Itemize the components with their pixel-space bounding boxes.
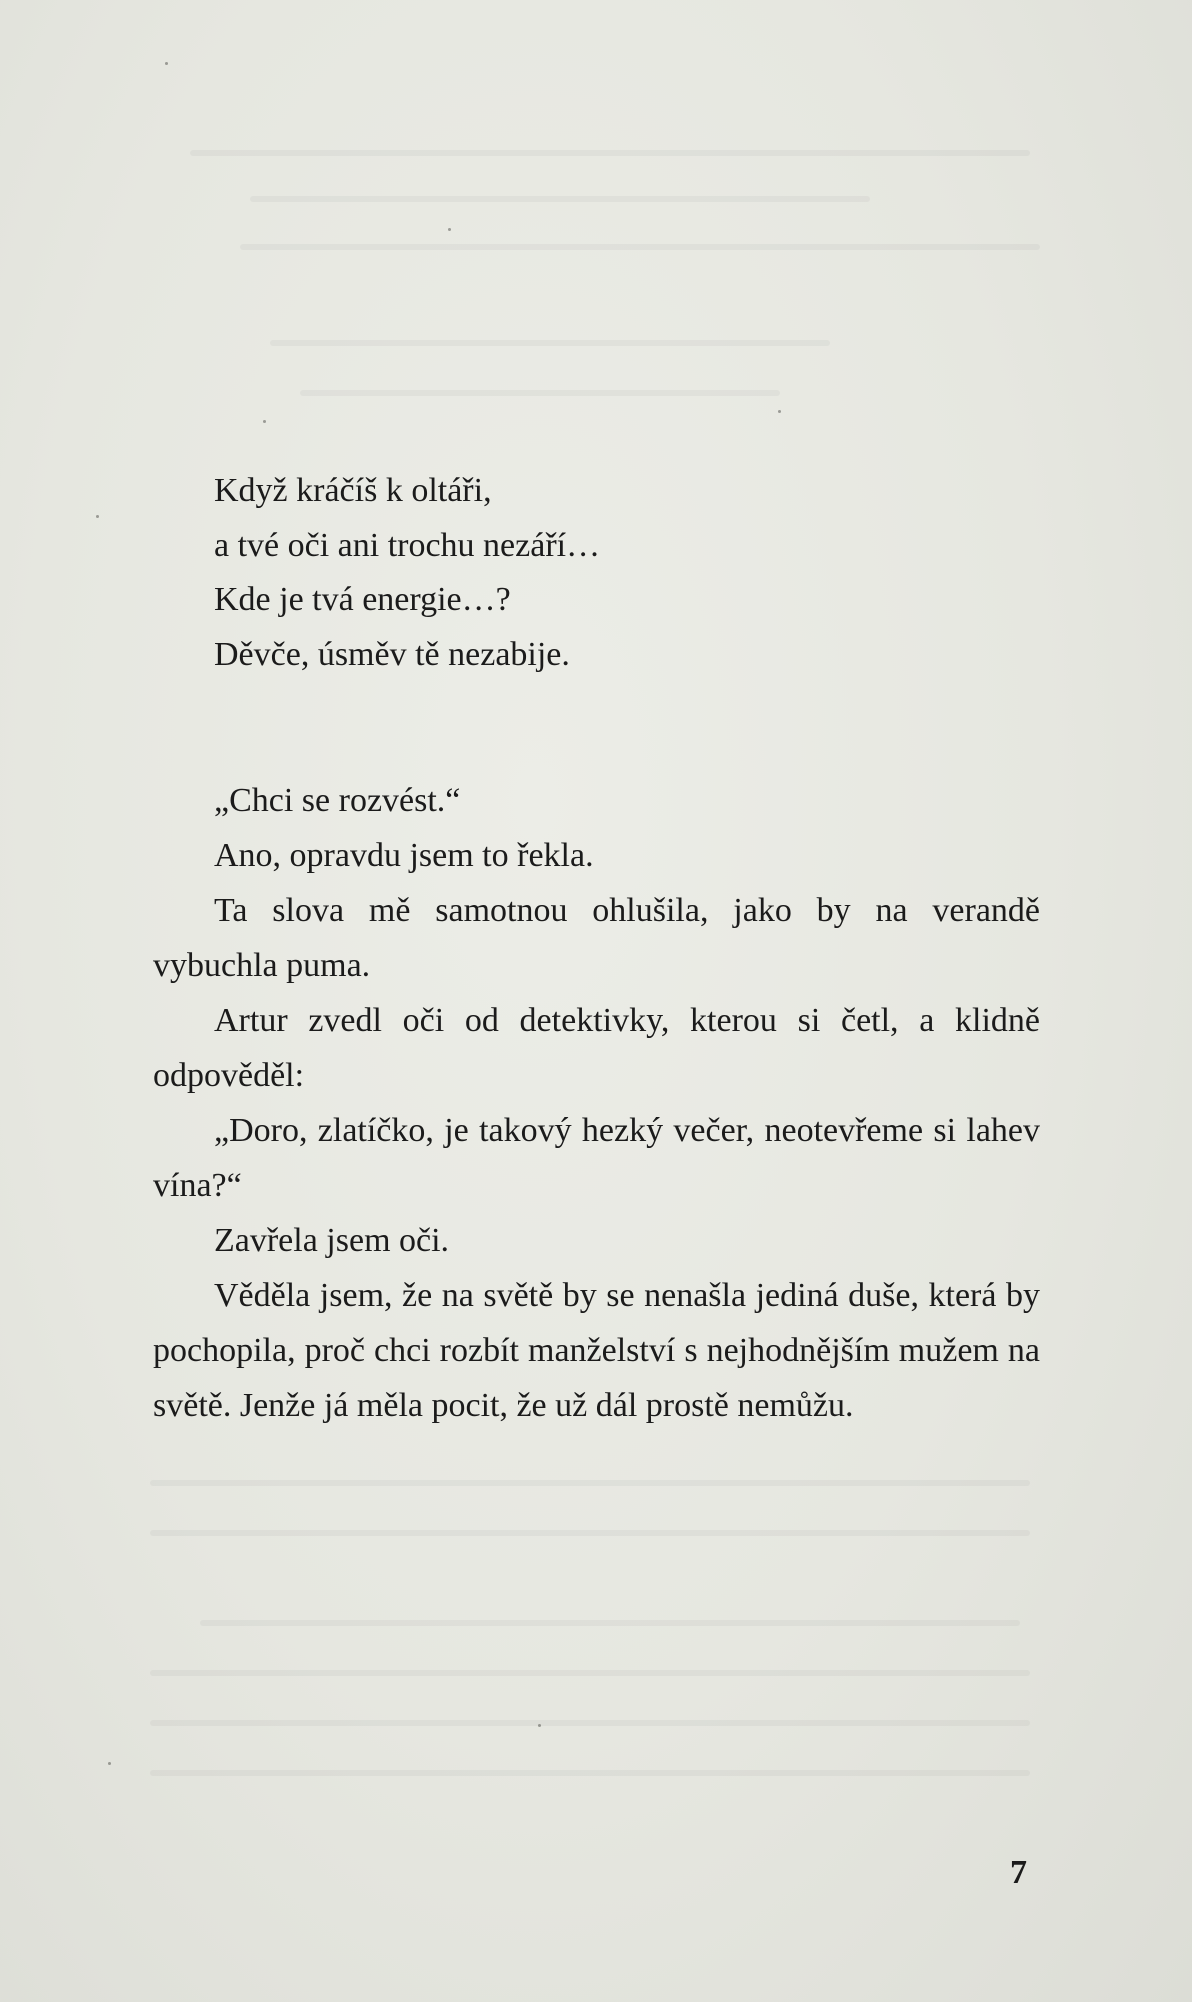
show-through-line (250, 196, 870, 202)
show-through-line (150, 1480, 1030, 1486)
paper-speck (448, 228, 451, 231)
paper-speck (263, 420, 266, 423)
paper-speck (108, 1762, 111, 1765)
poem-line: Když kráčíš k oltáři, (214, 472, 492, 509)
paragraph: Artur zvedl oči od detektivky, kterou si četl, a klidně odpověděl: (153, 1002, 1040, 1094)
paper-speck (778, 410, 781, 413)
poem-line: a tvé oči ani trochu nezáří… (214, 526, 601, 564)
show-through-line (300, 390, 780, 396)
paragraph: „Chci se rozvést.“ (214, 782, 461, 819)
show-through-line (150, 1720, 1030, 1726)
poem-verse (214, 464, 1014, 682)
show-through-line (150, 1530, 1030, 1536)
paragraph: Ta slova mě samotnou ohlušila, jako by na verandě vybuchla puma. (153, 892, 1040, 984)
show-through-line (270, 340, 830, 346)
paper-speck (538, 1724, 541, 1727)
poem-line: Kde je tvá energie…? (214, 581, 511, 618)
paragraph: „Doro, zlatíčko, je takový hezký večer, neotevřeme si lahev vína?“ (153, 1112, 1040, 1204)
show-through-line (240, 244, 1040, 250)
page-number: 7 (1010, 1854, 1027, 1891)
paper-speck (96, 515, 99, 518)
paragraph: Zavřela jsem oči. (214, 1222, 450, 1259)
prose-body (153, 773, 1040, 1433)
show-through-line (190, 150, 1030, 156)
paragraph: Věděla jsem, že na světě by se nenašla jediná duše, která by pochopila, proč chci rozbít manželství s nejhodnějším mužem na světě. Jenže já měla pocit, že už dál prostě nemůžu. (153, 1277, 1040, 1424)
poem-line: Děvče, úsměv tě nezabije. (214, 635, 570, 673)
paper-speck (165, 62, 168, 65)
show-through-line (200, 1620, 1020, 1626)
paragraph: Ano, opravdu jsem to řekla. (214, 837, 594, 874)
show-through-line (150, 1770, 1030, 1776)
show-through-line (150, 1670, 1030, 1676)
